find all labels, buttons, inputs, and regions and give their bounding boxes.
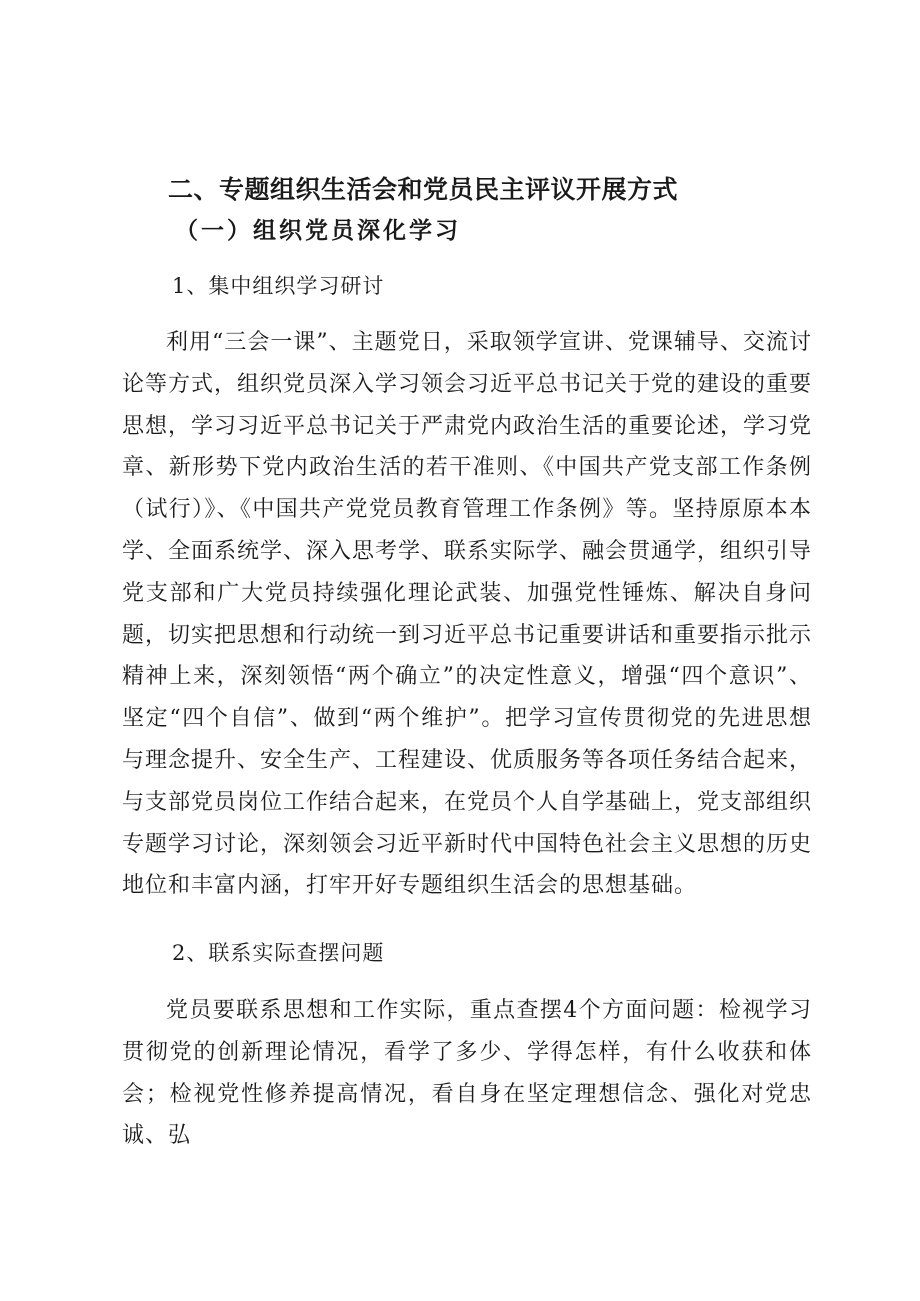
- paragraph-2: 党员要联系思想和工作实际，重点查摆4个方面问题：检视学习贯彻党的创新理论情况，看学了多少、学得怎样，有什么收获和体会；检视党性修养提高情况，看自身在坚定理想信念、强化对党忠诚、弘: [122, 998, 812, 1149]
- section-heading: 二、专题组织生活会和党员民主评议开展方式: [168, 175, 679, 204]
- item-title-2: 2、联系实际查摆问题: [172, 941, 385, 965]
- paragraph-1: 利用“三会一课”、主题党日，采取领学宣讲、党课辅导、交流讨论等方式，组织党员深入学习领会习近平总书记关于党的建设的重要思想，学习习近平总书记关于严肃党内政治生活的重要论述，学习党章、新形势下党内政治生活的若干准则、《中国共产党支部工作条例（试行）》、《中国共产党党员教育管理工作条例》等。坚持原原本本学、全面系统学、深入思考学、联系实际学、融会贯通学，组织引导党支部和广大党员持续强化理论武装、加强党性锤炼、解决自身问题，切实把思想和行动统一到习近平总书记重要讲话和重要指示批示精神上来，深刻领悟“两个确立”的决定性意义，增强“四个意识”、坚定“四个自信”、做到“两个维护”。把学习宣传贯彻党的先进思想与理念提升、安全生产、工程建设、优质服务等各项任务结合起来，与支部党员岗位工作结合起来，在党员个人自学基础上，党支部组织专题学习讨论，深刻领会习近平新时代中国特色社会主义思想的历史地位和丰富内涵，打牢开好专题组织生活会的思想基础。: [122, 330, 813, 899]
- item-title-1: 1、集中组织学习研讨: [172, 274, 385, 298]
- subsection-heading: （一）组织党员深化学习: [175, 217, 461, 244]
